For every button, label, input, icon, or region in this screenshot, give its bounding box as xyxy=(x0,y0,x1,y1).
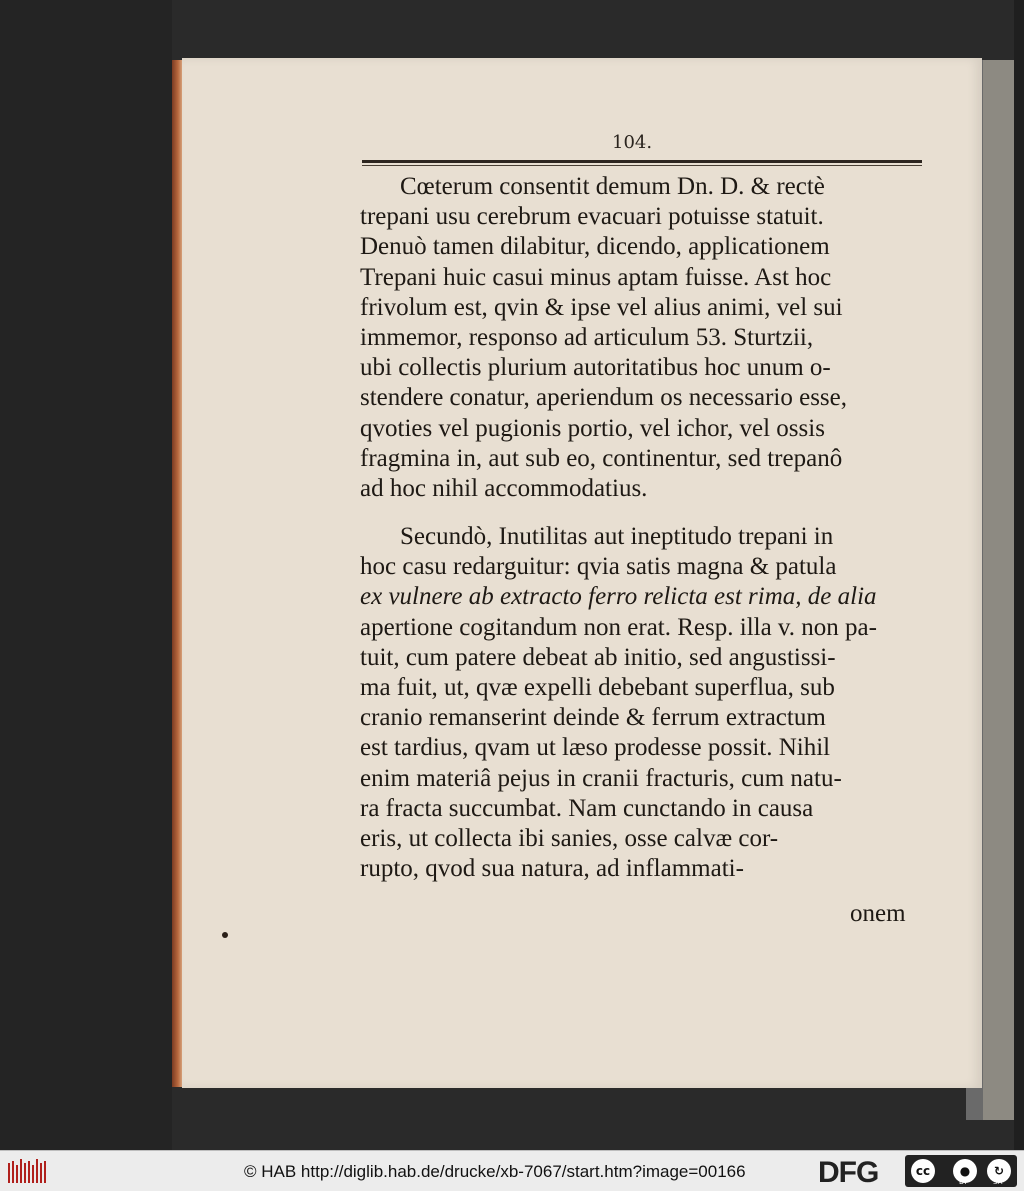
text-line: Secundò, Inutilitas aut ineptitudo trepani in xyxy=(400,523,834,550)
header-rule xyxy=(362,160,922,163)
viewer-footer xyxy=(0,1150,1024,1191)
scan-margin-right xyxy=(1014,0,1024,1150)
scan-margin-left xyxy=(0,0,172,1150)
text-line: eris, ut collecta ibi sanies, osse calvæ cor- xyxy=(360,824,779,852)
sa-label: SA xyxy=(993,1178,1003,1186)
hab-barcode-icon xyxy=(8,1159,46,1185)
text-line: ubi collectis plurium autoritatibus hoc unum o- xyxy=(360,354,831,382)
text-line: ex vulnere ab extracto ferro relicta est rima, de alia xyxy=(360,583,877,611)
license-badge[interactable] xyxy=(905,1155,1017,1187)
text-line: est tardius, qvam ut læso prodesse possit. Nihil xyxy=(360,734,831,762)
dfg-logo: DFG xyxy=(818,1156,879,1189)
text-line: cranio remanserint deinde & ferrum extractum xyxy=(360,704,826,732)
text-line: fragmina in, aut sub eo, continentur, sed trepanô xyxy=(360,444,843,472)
text-line: enim materiâ pejus in cranii fracturis, cum natu- xyxy=(360,764,842,792)
text-line: Cœterum consentit demum Dn. D. & rectè xyxy=(400,173,825,200)
text-line: ma fuit, ut, qvæ expelli debebant superflua, sub xyxy=(360,673,835,701)
text-line: rupto, qvod sua natura, ad inflammati- xyxy=(360,855,744,883)
header-rule-thin xyxy=(362,165,922,166)
source-link[interactable]: © HAB http://diglib.hab.de/drucke/xb-7067/start.htm?image=00166 xyxy=(244,1162,746,1181)
cc-icon: cc xyxy=(911,1159,935,1183)
ink-spot xyxy=(222,932,228,938)
text-line: hoc casu redarguitur: qvia satis magna & patula xyxy=(360,553,837,581)
attribution-icon: ● xyxy=(953,1159,977,1183)
page-gilt-edge xyxy=(172,60,182,1087)
text-line: Denuò tamen dilabitur, dicendo, applicationem xyxy=(360,233,830,261)
by-label: BY xyxy=(959,1178,968,1186)
share-alike-icon: ↻ xyxy=(987,1159,1011,1183)
text-line: frivolum est, qvin & ipse vel alius animi, vel sui xyxy=(360,293,843,321)
text-line: immemor, responso ad articulum 53. Sturtzii, xyxy=(360,323,814,351)
text-line: Trepani huic casui minus aptam fuisse. Ast hoc xyxy=(360,263,832,291)
text-line: tuit, cum patere debeat ab initio, sed angustissi- xyxy=(360,643,836,671)
paragraph-2 xyxy=(360,522,940,884)
text-line: stendere conatur, aperiendum os necessario esse, xyxy=(360,384,847,412)
text-line: qvoties vel pugionis portio, vel ichor, vel ossis xyxy=(360,414,825,442)
paragraph-1 xyxy=(360,172,940,504)
text-line: trepani usu cerebrum evacuari potuisse statuit. xyxy=(360,203,824,231)
page-number: 104. xyxy=(612,132,653,153)
text-line: ra fracta succumbat. Nam cunctando in causa xyxy=(360,794,814,822)
catchword: onem xyxy=(850,900,906,927)
text-line: apertione cogitandum non erat. Resp. illa v. non pa- xyxy=(360,613,877,641)
text-line: ad hoc nihil accommodatius. xyxy=(360,474,648,502)
